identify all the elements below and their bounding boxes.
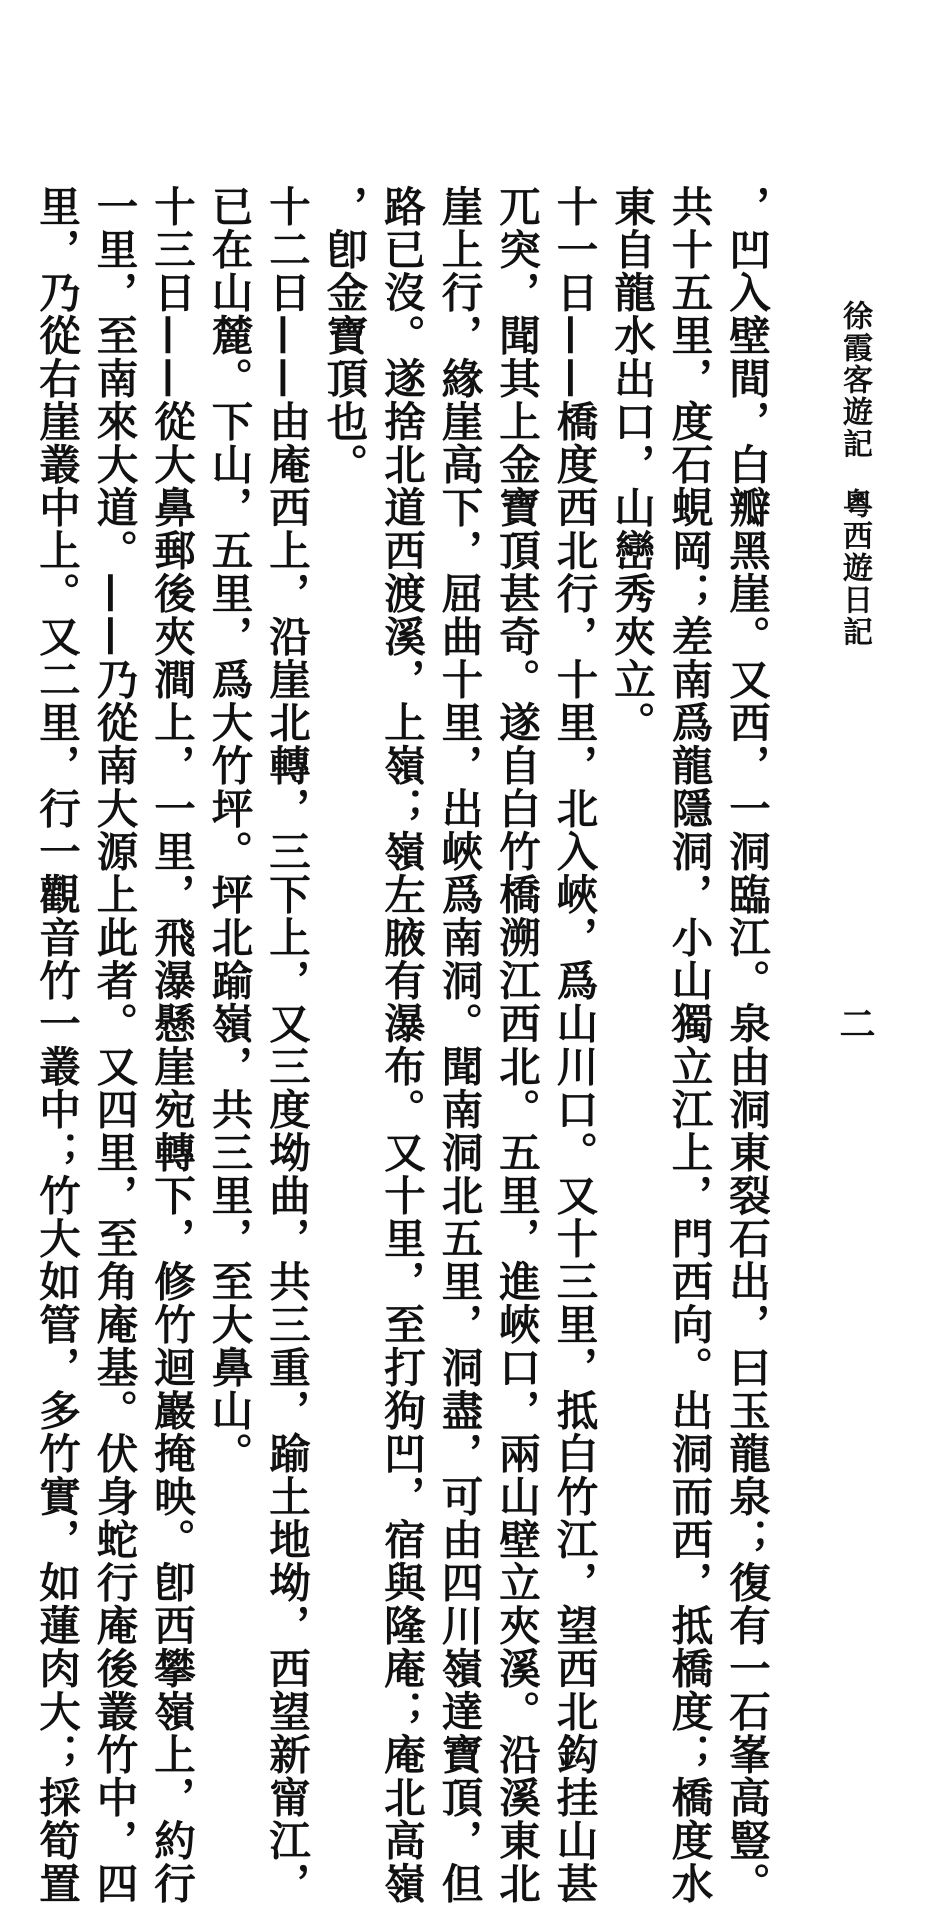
text-column: 兀突，聞其上金寶頂甚奇。遂自白竹橋溯江西北。五里，進峽口，兩山壁立夾溪。沿溪東北 (492, 185, 541, 1905)
text-column: 崖上行，緣崖高下，屈曲十里，出峽爲南洞。聞南洞北五里，洞盡，可由四川嶺達寶頂，但 (434, 185, 484, 1905)
text-column: 一里，至南來大道。——乃從南大源上此者。又四里，至角庵基。伏身蛇行庵後叢竹中，四 (89, 185, 139, 1905)
vertical-text-body (32, 185, 775, 1905)
section-title: 粵西遊日記 (837, 488, 872, 648)
text-column: ，凹入壁間，白瓣黑崖。又西，一洞臨江。泉由洞東裂石出，曰玉龍泉；復有一石峯高豎。 (722, 185, 771, 1905)
text-column: 十一日——橋度西北行，十里，北入峽，爲山川口。又十三里，抵白竹江，望西北鈎挂山甚 (549, 185, 599, 1905)
text-column: 已在山麓。下山，五里，爲大竹坪。坪北踰嶺，共三里，至大鼻山。 (204, 185, 254, 1475)
text-column: ，卽金寶頂也。 (319, 185, 369, 486)
text-column: 路已沒。遂捨北道西渡溪，上嶺；嶺左腋有瀑布。又十里，至打狗凹，宿與隆庵；庵北高嶺 (377, 185, 426, 1905)
page-number: 二 (834, 1005, 876, 1041)
text-column: 里，乃從右崖叢中上。又二里，行一觀音竹一叢中；竹大如管，多竹實，如蓮肉大；採筍置 (32, 185, 81, 1905)
book-title: 徐霞客遊記 (837, 300, 872, 460)
text-column: 東自龍水出口，山巒秀夾立。 (607, 185, 656, 744)
text-column: 十二日——由庵西上，沿崖北轉，三下上，又三度坳曲，共三重，踰土地坳，西望新甯江， (262, 185, 311, 1905)
text-column: 共十五里，度石蜆岡；差南爲龍隱洞，小山獨立江上，門西向。出洞而西，抵橋度；橋度水 (664, 185, 714, 1905)
running-header (832, 300, 876, 648)
text-column: 十三日——從大鼻郵後夾澗上，一里，飛瀑懸崖宛轉下，修竹迴巖掩映。卽西攀嶺上，約行 (147, 185, 196, 1905)
